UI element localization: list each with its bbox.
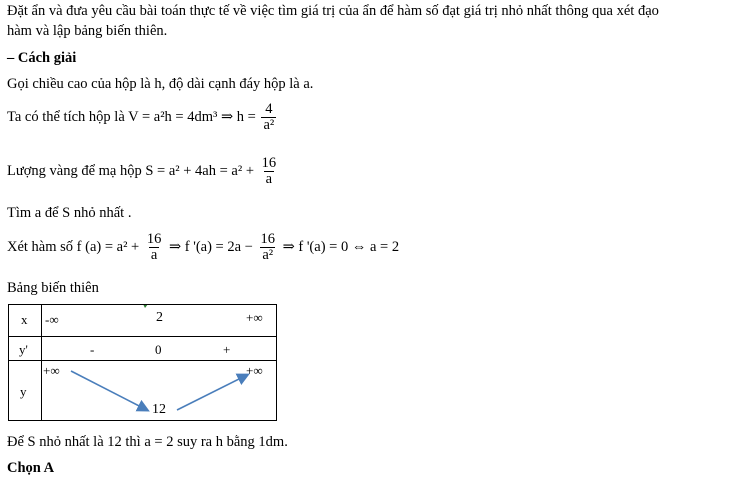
func-expr2: ⇒ f '(a) = 2a − <box>168 238 253 255</box>
solution-heading: – Cách giải <box>7 50 77 66</box>
func-fraction-2 <box>258 232 277 263</box>
row-yp-left: - <box>90 342 95 357</box>
volume-prefix: Ta có thể tích hộp là <box>7 108 125 125</box>
func-expr3: ⇒ f '(a) = 0 ⇔ a = 2 <box>282 238 400 255</box>
gold-expr: S = a² + 4ah = a² + <box>145 162 255 179</box>
volume-expr: V = a²h = 4dm³ ⇒ h = <box>128 108 256 125</box>
row-yp-right: + <box>223 342 231 357</box>
gold-line <box>7 156 280 187</box>
volume-den: a² <box>263 117 275 133</box>
func-expr1: f (a) = a² + <box>76 238 140 255</box>
gold-den: a <box>265 171 273 187</box>
conclusion-line: Để S nhỏ nhất là 12 thì a = 2 suy ra h bằng 1dm. <box>7 434 288 450</box>
function-line <box>7 232 399 263</box>
gold-num: 16 <box>261 155 277 171</box>
func-den1: a <box>150 247 158 263</box>
gold-fraction <box>260 156 279 187</box>
decrease-arrow <box>71 371 147 410</box>
table-title: Bảng biến thiên <box>7 280 99 296</box>
func-num2: 16 <box>260 231 275 247</box>
func-prefix: Xét hàm số <box>7 238 74 255</box>
find-line: Tìm a để S nhỏ nhất . <box>7 205 132 221</box>
row-y-label: y <box>20 384 27 399</box>
variation-arrows <box>9 305 276 420</box>
row-y-top-right: +∞ <box>246 363 263 378</box>
row-yp-label: y' <box>19 342 28 357</box>
intro-line-1: Đặt ẩn và đưa yêu cầu bài toán thực tế về việc tìm giá trị của ẩn để hàm số đạt giá trị nhỏ nhất thông qua xét đạo <box>7 3 659 19</box>
increase-arrow <box>177 375 247 410</box>
setup-line: Gọi chiều cao của hộp là h, độ dài cạnh đáy hộp là a. <box>7 76 314 92</box>
row-yp-mid: 0 <box>155 342 162 357</box>
func-fraction-1 <box>145 232 164 263</box>
answer-line: Chọn A <box>7 460 55 476</box>
row-x-right: +∞ <box>246 310 263 325</box>
row-x-label: x <box>21 312 28 327</box>
gold-prefix: Lượng vàng để mạ hộp <box>7 162 142 179</box>
volume-line <box>7 102 278 133</box>
row-y-top-left: +∞ <box>43 363 60 378</box>
row-x-mid: 2 <box>156 310 163 325</box>
small-mark <box>143 305 148 308</box>
row-x-left: -∞ <box>45 312 59 327</box>
func-den2: a² <box>262 247 274 263</box>
func-num1: 16 <box>146 231 162 247</box>
variation-table <box>8 304 277 421</box>
volume-num: 4 <box>265 101 273 117</box>
intro-line-2: hàm và lập bảng biến thiên. <box>7 23 168 39</box>
volume-fraction <box>261 102 276 133</box>
row-y-bottom: 12 <box>152 402 166 417</box>
